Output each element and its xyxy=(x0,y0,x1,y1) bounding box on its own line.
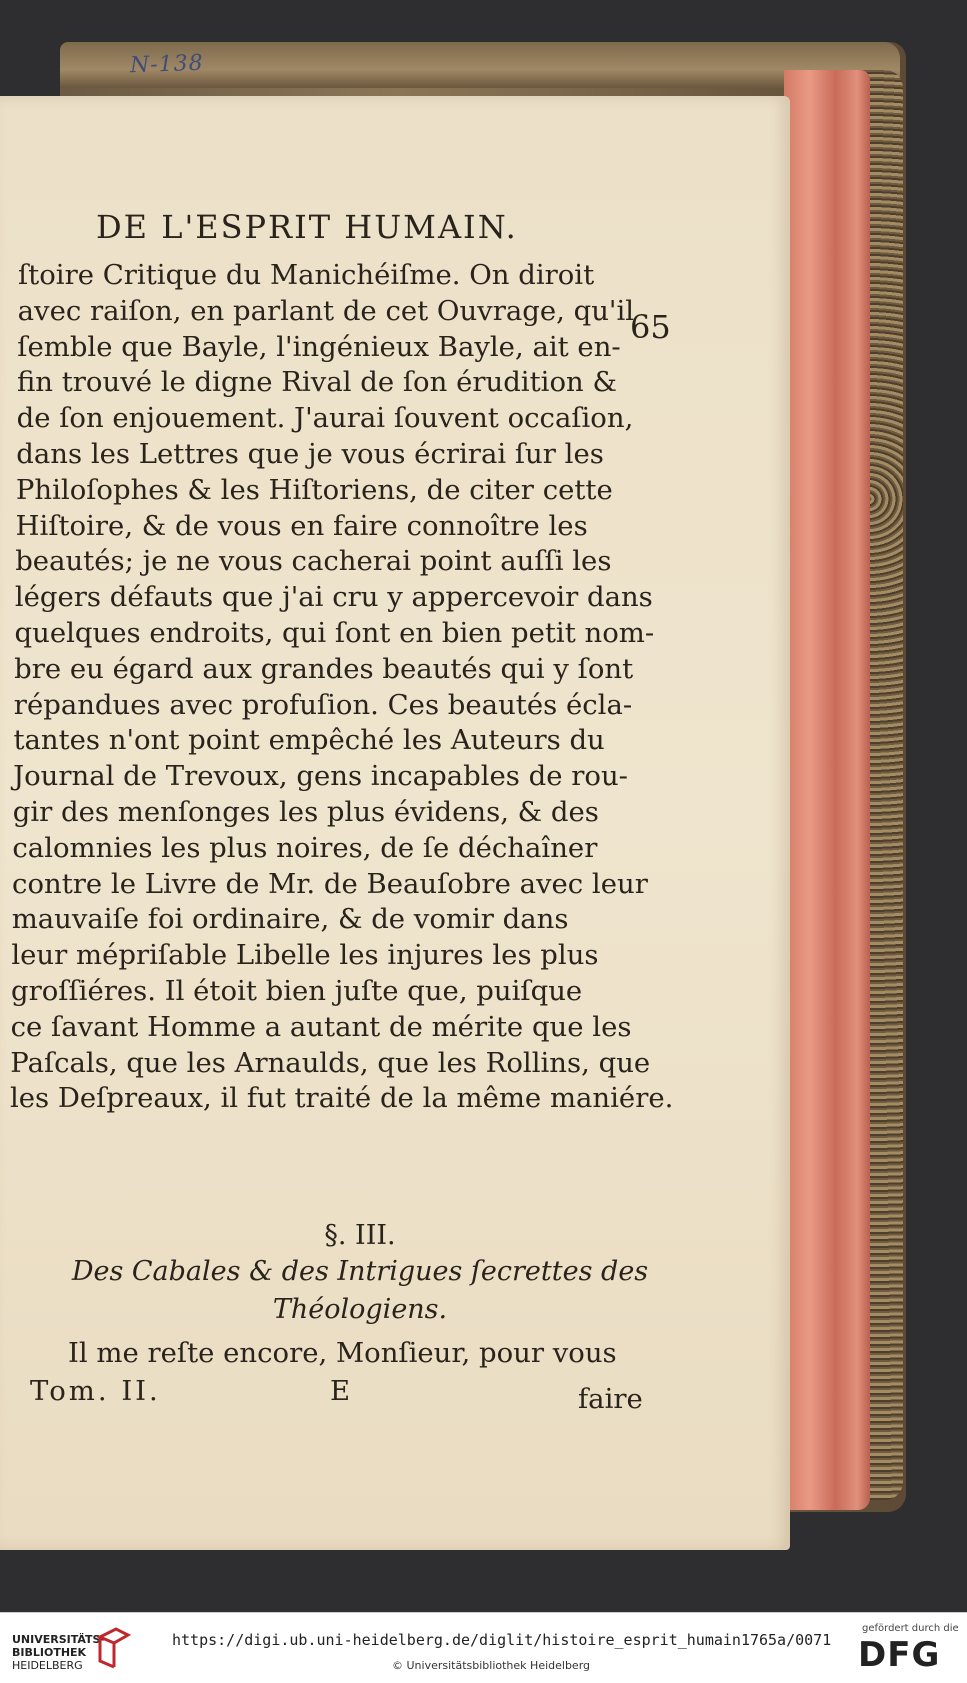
section-title-line-2: Théologiens. xyxy=(272,1294,448,1325)
viewer-footer xyxy=(0,1612,967,1683)
text-line: dans les Lettres que je vous écrirai ſur les xyxy=(16,438,604,470)
text-line: répandues avec profuſion. Ces beautés écla- xyxy=(13,688,633,721)
library-name-line-2: BIBLIOTHEK xyxy=(12,1646,87,1659)
text-line: beautés; je ne vous cacherai point auſſi les xyxy=(15,545,612,578)
text-line: légers défauts que j'ai cru y appercevoir dans xyxy=(14,581,653,614)
section-number: §. III. xyxy=(324,1220,396,1251)
copyright-notice: © Universitätsbibliothek Heidelberg xyxy=(392,1659,591,1672)
text-line: contre le Livre de Mr. de Beauſobre avec leur xyxy=(12,867,648,900)
text-line: mauvaiſe foi ordinaire, & de vomir dans xyxy=(11,903,569,936)
section-title-line-1: Des Cabales & des Intrigues ſecrettes des xyxy=(71,1256,649,1287)
library-logo[interactable] xyxy=(12,1633,105,1672)
permalink-url[interactable]: https://digi.ub.uni-heidelberg.de/diglit/histoire_esprit_humain1765a/0071 xyxy=(172,1631,832,1649)
text-line: Hiſtoire, & de vous en faire connoître les xyxy=(15,509,588,542)
text-line: fin trouvé le digne Rival de ſon érudition & xyxy=(16,366,617,399)
text-line: calomnies les plus noires, de ſe déchaîner xyxy=(12,831,598,864)
page-number: 65 xyxy=(630,308,671,346)
text-line: tantes n'ont point empêché les Auteurs du xyxy=(13,724,605,757)
text-line: ſemble que Bayle, l'ingénieux Bayle, ait en- xyxy=(17,330,621,363)
margin-note: N-138 xyxy=(129,50,205,79)
dfg-logo[interactable]: DFG xyxy=(858,1635,941,1675)
library-name-line-1: UNIVERSITÄTS- xyxy=(12,1633,106,1646)
text-line: bre eu égard aux grandes beautés qui y ſont xyxy=(14,652,634,685)
signature-mark: E xyxy=(330,1375,351,1407)
text-line: quelques endroits, qui ſont en bien petit nom- xyxy=(14,617,655,649)
library-emblem-icon xyxy=(96,1627,132,1669)
text-line: Journal de Trevoux, gens incapables de rou- xyxy=(13,760,628,793)
book-page xyxy=(0,96,790,1550)
page-edges xyxy=(784,70,870,1510)
running-head: DE L'ESPRIT HUMAIN. xyxy=(96,208,518,246)
volume-mark: Tom. II. xyxy=(30,1375,161,1407)
text-line: les Deſpreaux, il fut traité de la même maniére. xyxy=(9,1082,674,1115)
library-name-line-3: HEIDELBERG xyxy=(12,1659,83,1672)
text-line: de ſon enjouement. J'aurai ſouvent occaſion, xyxy=(16,402,634,435)
text-line: gir des menſonges les plus évidens, & des xyxy=(12,796,599,828)
last-text-line: Il me reſte encore, Monſieur, pour vous xyxy=(68,1337,617,1369)
funder-note: gefördert durch die xyxy=(862,1623,959,1634)
text-line: ſtoire Critique du Manichéiſme. On diroit xyxy=(18,259,595,291)
text-line: leur mépriſable Libelle les injures les plus xyxy=(11,939,599,972)
text-line: Paſcals, que les Arnaulds, que les Rollins, que xyxy=(10,1046,651,1079)
catchword: faire xyxy=(578,1383,643,1415)
text-line: ce ſavant Homme a autant de mérite que les xyxy=(10,1010,632,1043)
text-line: groſſiéres. Il étoit bien juſte que, puiſque xyxy=(11,975,583,1007)
text-line: Philoſophes & les Hiſtoriens, de citer cette xyxy=(15,473,613,506)
text-line: avec raiſon, en parlant de cet Ouvrage, qu'il xyxy=(17,294,635,327)
